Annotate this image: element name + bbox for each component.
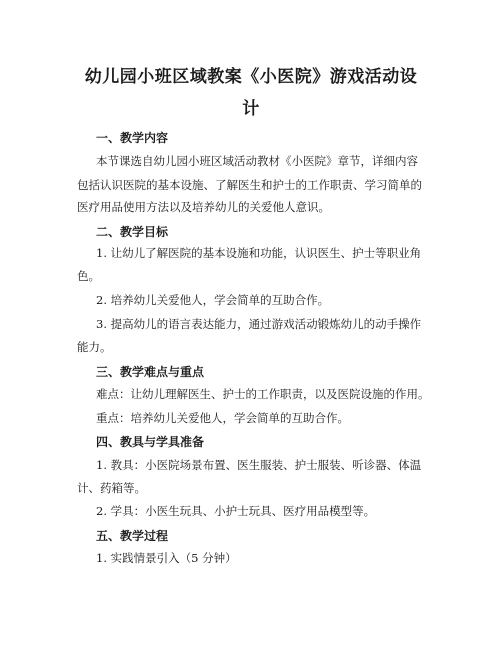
section-heading-teaching-goals: 二、教学目标 — [96, 225, 169, 239]
section-heading-difficulties: 三、教学难点与重点 — [96, 365, 205, 379]
section-heading-materials: 四、教具与学具准备 — [96, 435, 205, 449]
paragraph-line: 重点：培养幼儿关爱他人，学会简单的互助合作。 — [96, 411, 349, 425]
paragraph-line: 1. 实践情景引入（5 分钟） — [96, 551, 237, 565]
document-title-line-2: 计 — [242, 99, 260, 119]
paragraph-line: 2. 学具：小医生玩具、小护士玩具、医疗用品模型等。 — [96, 504, 376, 518]
paragraph-line: 2. 培养幼儿关爱他人，学会简单的互助合作。 — [96, 293, 330, 307]
paragraph-line: 计、药箱等。 — [77, 481, 146, 495]
paragraph-line: 能力。 — [77, 340, 112, 354]
paragraph-line: 3. 提高幼儿的语言表达能力，通过游戏活动锻炼幼儿的动手操作 — [96, 317, 422, 331]
paragraph-line: 难点：让幼儿理解医生、护士的工作职责，以及医院设施的作用。 — [96, 387, 430, 401]
section-heading-teaching-content: 一、教学内容 — [96, 131, 169, 145]
paragraph-line: 本节课选自幼儿园小班区域活动教材《小医院》章节，详细内容 — [96, 154, 418, 168]
paragraph-line: 色。 — [77, 269, 100, 283]
paragraph-line: 1. 让幼儿了解医院的基本设施和功能，认识医生、护士等职业角 — [96, 246, 422, 260]
paragraph-line: 医疗用品使用方法以及培养幼儿的关爱他人意识。 — [77, 200, 330, 214]
section-heading-process: 五、教学过程 — [96, 529, 169, 543]
paragraph-line: 1. 教具：小医院场景布置、医生服装、护士服装、听诊器、体温 — [96, 458, 422, 472]
paragraph-line: 包括认识医院的基本设施、了解医生和护士的工作职责、学习简单的 — [77, 178, 422, 192]
document-title-line-1: 幼儿园小班区域教案《小医院》游戏活动设 — [84, 67, 418, 87]
